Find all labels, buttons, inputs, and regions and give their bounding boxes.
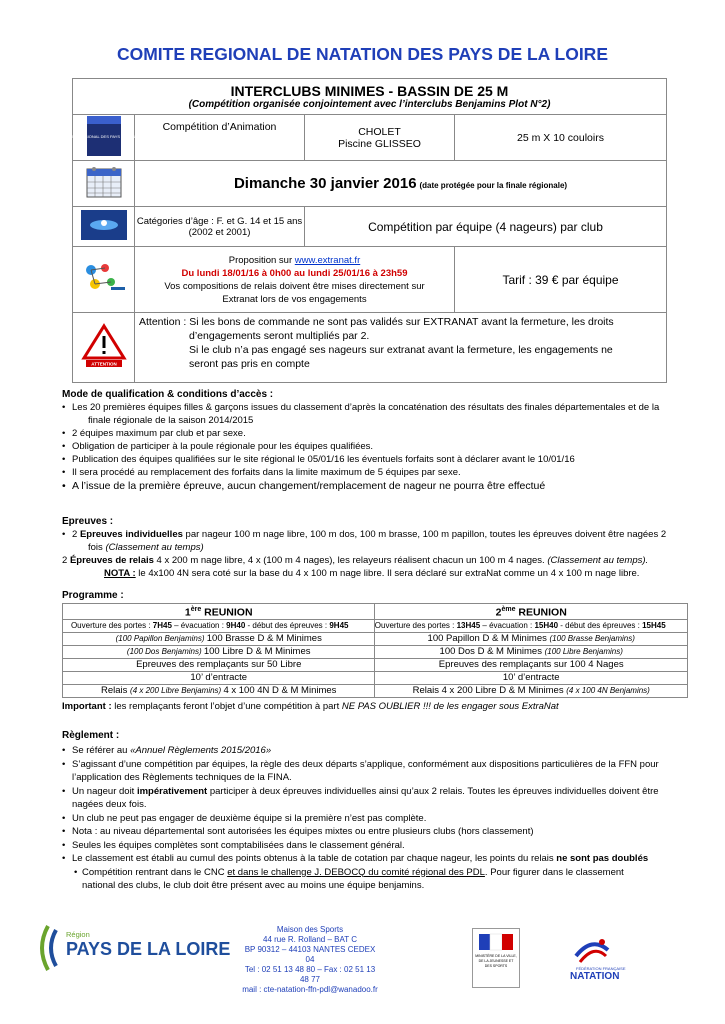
proposal-text-2: Extranat lors de vos engagements	[222, 293, 367, 305]
programme-row: 100 Papillon D & M Minimes (100 Brasse Benjamins)	[375, 632, 688, 645]
pool-photo-cell	[73, 207, 135, 247]
proposal-prefix: Proposition sur	[228, 254, 295, 266]
birth-years: (2002 et 2001)	[188, 226, 251, 238]
swimmer-icon	[81, 210, 127, 240]
epreuves-section	[62, 515, 692, 580]
programme-row: (100 Papillon Benjamins) 100 Brasse D & M Minimes	[63, 632, 375, 645]
tarif-cell	[455, 247, 667, 313]
epreuves-title: Epreuves :	[62, 516, 114, 527]
team-format: Compétition par équipe (4 nageurs) par club	[368, 219, 603, 234]
region-label: Région	[66, 930, 90, 939]
programme-row: 10’ d’entracte	[375, 671, 688, 684]
reglement-item: • S’agissant d’une compétition par équipes, la règle des deux départs s’applique, conformément aux dispositions particulières de la FFN pour l’application des Règlements techniques de la FINA.	[62, 758, 692, 785]
proposal-text-1: Vos compositions de relais doivent être mises directement sur	[164, 280, 425, 292]
calendar-cell	[73, 161, 135, 207]
city: CHOLET	[358, 125, 401, 138]
reunion-2-times: Ouverture des portes : 13H45 – évacuation : 15H40 - début des épreuves : 15H45	[375, 619, 688, 632]
ffn-small-label: FÉDÉRATION FRANÇAISE	[576, 966, 626, 971]
region-name: PAYS DE LA LOIRE	[66, 939, 231, 959]
date-cell	[135, 161, 667, 207]
location-cell	[305, 115, 455, 161]
relay-events: 2 Épreuves de relais 4 x 200 m nage libre, 4 x (100 m 4 nages), les relayeurs réalisent chacun un 100 m 4 nages. (Classement au temps).	[62, 555, 649, 566]
programme-table	[62, 603, 688, 698]
qualification-section	[62, 388, 692, 493]
region-swoosh-icon	[34, 924, 64, 972]
relay-note: NOTA : le 4x100 4N sera coté sur la base du 4 x 100 m nage libre. Il sera déclaré sur extraNat comme un 4 x 100 m nage libre.	[104, 568, 640, 579]
network-cell	[73, 247, 135, 313]
reglement-item: • Seules les équipes complètes sont comptabilisées dans le classement général.	[62, 839, 692, 853]
qualification-item: • Il sera procédé au remplacement des forfaits dans la limite maximum de 5 équipes par sexe.	[62, 466, 692, 479]
age-categories: Catégories d’âge : F. et G. 14 et 15 ans	[136, 215, 303, 227]
programme-row: 100 Dos D & M Minimes (100 Libre Benjamins)	[375, 645, 688, 658]
reunion-2-header: 2ème REUNION	[375, 604, 688, 620]
pool-name: Piscine GLISSEO	[338, 137, 421, 150]
attention-line-1: Attention : Si les bons de commande ne sont pas validés sur EXTRANAT avant la fermeture, les droits	[139, 316, 614, 328]
warning-icon	[82, 324, 126, 368]
individual-events: • 2 Epreuves individuelles par nageur 100 m nage libre, 100 m dos, 100 m brasse, 100 m papillon, toutes les épreuves doivent être nagées 2 fois (Classement au temps)	[62, 528, 692, 554]
competition-type: Compétition d’Animation	[162, 121, 277, 133]
programme-title: Programme :	[62, 590, 124, 601]
proposal-cell	[135, 247, 455, 313]
competition-subtitle: (Compétition organisée conjointement avec l’interclubs Benjamins Plot N°2)	[188, 99, 551, 110]
marianne-icon	[473, 932, 519, 952]
reunion-1-header: 1ère REUNION	[63, 604, 375, 620]
ministere-text: MINISTÈRE DE LA VILLE, DE LA JEUNESSE ET DES SPORTS	[475, 954, 517, 968]
page-title: COMITE REGIONAL DE NATATION DES PAYS DE LA LOIRE	[116, 44, 608, 64]
programme-row: Relais (4 x 200 Libre Benjamins) 4 x 100 4N D & M Minimes	[63, 684, 375, 697]
ministere-logo	[472, 928, 520, 988]
competition-info-table	[61, 78, 667, 383]
reglement-title: Règlement :	[62, 730, 120, 741]
reglement-item: • Le classement est établi au cumul des points obtenus à la table de cotation par chaque nageur, les points du relais ne sont pas doublés	[62, 852, 692, 866]
reglement-item: • Se référer au «Annuel Règlements 2015/2016»	[62, 744, 692, 758]
warning-cell	[73, 313, 135, 383]
programme-row: Epreuves des remplaçants sur 50 Libre	[63, 658, 375, 671]
qualification-item: • Publication des équipes qualifiées sur le site régional le 05/01/16 les éventuels forfaits sont à déclarer avant le 10/01/16	[62, 453, 692, 466]
attention-cell	[135, 313, 667, 383]
reglement-item: • Un club ne peut pas engager de deuxième équipe si la première n’est pas complète.	[62, 812, 692, 826]
qualification-item: • Obligation de participer à la poule régionale pour les équipes qualifiées.	[62, 440, 692, 453]
categories-cell	[135, 207, 305, 247]
ffn-logo	[556, 936, 676, 984]
qualification-item: • 2 équipes maximum par club et par sexe.	[62, 427, 692, 440]
tarif: Tarif : 39 € par équipe	[502, 272, 619, 287]
attention-line-4: seront pas pris en compte	[189, 358, 310, 370]
basin-cell	[455, 115, 667, 161]
date-note: (date protégée pour la finale régionale)	[419, 181, 568, 190]
team-format-cell	[305, 207, 667, 247]
reglement-item: • Un nageur doit impérativement participer à deux épreuves individuelles ainsi qu’aux 2 relais. Toutes les épreuves individuelles doivent être nagées deux fois.	[62, 785, 692, 812]
extranat-link[interactable]: www.extranat.fr	[294, 254, 361, 266]
calendar-icon	[85, 165, 123, 199]
type-cell	[135, 115, 305, 161]
programme-row: Epreuves des remplaçants sur 100 4 Nages	[375, 658, 688, 671]
svg-text:ATTENTION: ATTENTION	[90, 361, 117, 367]
attention-line-3: Si le club n’a pas engagé ses nageurs sur extranat avant la fermeture, les engagements ne	[189, 344, 613, 356]
important-note: Important : les remplaçants feront l’objet d’une compétition à part NE PAS OUBLIER !!! de les engager sous ExtraNat	[62, 701, 559, 712]
qualification-title: Mode de qualification & conditions d’accès :	[62, 389, 274, 400]
ffn-label: NATATION	[570, 971, 620, 982]
svg-text:COMITE REGIONAL DES PAYS DE LA: COMITE REGIONAL DES PAYS DE LA LOIRE	[61, 134, 146, 139]
programme-row: (100 Dos Benjamins) 100 Libre D & M Minimes	[63, 645, 375, 658]
reunion-1-times: Ouverture des portes : 7H45 – évacuation : 9H40 - début des épreuves : 9H45	[63, 619, 375, 632]
footer-address: Maison des Sports 44 rue R. Rolland – BAT C BP 90312 – 44103 NANTES CEDEX 04 Tel : 02 51 13 48 80 – Fax : 02 51 13 48 77 mail : cte-natation-ffn-pdl@wanadoo.fr	[242, 925, 378, 994]
comite-logo-icon	[61, 116, 146, 156]
basin-info: 25 m X 10 couloirs	[517, 131, 604, 144]
programme-row: 10’ d’entracte	[63, 671, 375, 684]
network-icon	[81, 262, 127, 294]
qualification-item: • Les 20 premières équipes filles & garçons issues du classement d’après la concaténation des résultats des finales départementales et de la finale régionale de la saison 2014/2015	[62, 401, 692, 427]
cnc-note: • Compétition rentrant dans le CNC et dans le challenge J. DEBOCQ du comité régional des PDL. Pour figurer dans le classement national des clubs, le club doit être présent avec au moins une équipe benjamins.	[74, 866, 624, 891]
qualification-item: • A l’issue de la première épreuve, aucun changement/remplacement de nageur ne pourra être effectué	[62, 480, 692, 493]
proposal-dates: Du lundi 18/01/16 à 0h00 au lundi 25/01/16 à 23h59	[181, 267, 408, 279]
reglement-item: • Nota : au niveau départemental sont autorisées les équipes mixtes ou entre plusieurs clubs (hors classement)	[62, 825, 692, 839]
attention-line-2: d’engagements seront multipliés par 2.	[189, 330, 370, 342]
event-date: Dimanche 30 janvier 2016	[233, 175, 417, 192]
reglement-section	[62, 729, 692, 893]
competition-title: INTERCLUBS MINIMES - BASSIN DE 25 M	[230, 83, 509, 99]
programme-row: Relais 4 x 200 Libre D & M Minimes (4 x 100 4N Benjamins)	[375, 684, 688, 697]
header-cell	[73, 79, 667, 115]
ffn-swimmer-icon	[572, 936, 612, 966]
comite-logo-cell	[61, 115, 146, 161]
